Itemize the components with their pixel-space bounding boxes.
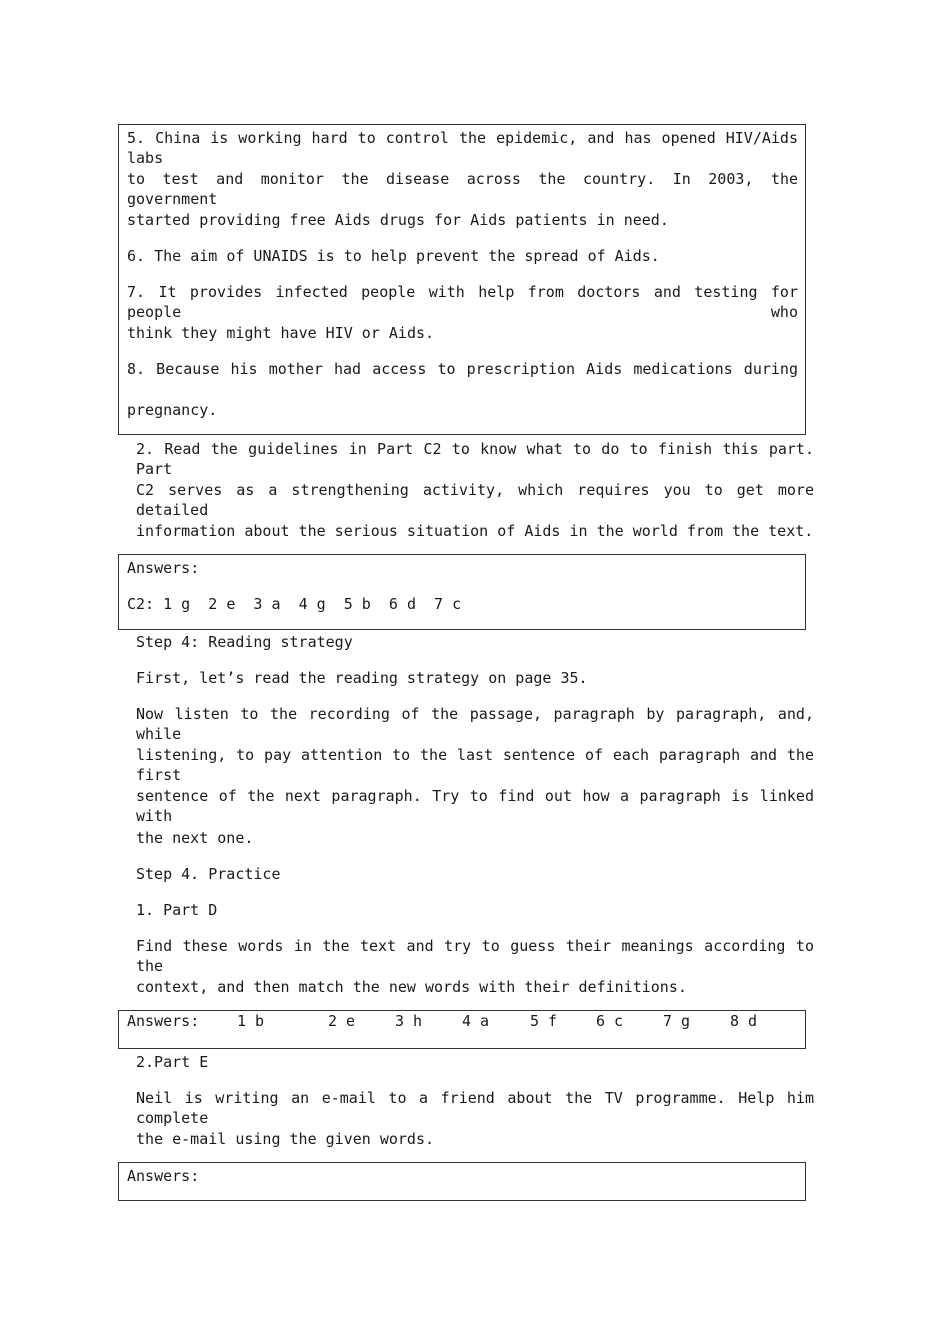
part-e-line-1: Neil is writing an e-mail to a friend about the TV programme. Help him complete xyxy=(136,1089,814,1127)
reading-strategy-line-4: the next one. xyxy=(136,829,254,847)
part-e-line-2: the e-mail using the given words. xyxy=(136,1130,435,1148)
reading-strategy-intro: First, let’s read the reading strategy on page 35. xyxy=(136,669,588,687)
part-d-answer: 5 f xyxy=(530,1012,558,1030)
part-d-answer: 2 e xyxy=(328,1012,356,1030)
answers-label: Answers: xyxy=(127,1012,200,1030)
part-d-answer: 7 g xyxy=(663,1012,691,1030)
answers-label: Answers: xyxy=(127,1167,200,1185)
step4-practice-heading: Step 4. Practice xyxy=(136,865,281,883)
part-d-line-2: context, and then match the new words with their definitions. xyxy=(136,978,687,996)
step4-reading-strategy-heading: Step 4: Reading strategy xyxy=(136,633,353,651)
part-d-answer: 4 a xyxy=(462,1012,490,1030)
c2-answers: C2: 1 g 2 e 3 a 4 g 5 b 6 d 7 c xyxy=(127,595,462,613)
answer-6: 6. The aim of UNAIDS is to help prevent the spread of Aids. xyxy=(127,247,660,265)
answer-box-2 xyxy=(118,554,806,630)
answer-box-4 xyxy=(118,1162,806,1201)
part-e-title: 2.Part E xyxy=(136,1053,209,1071)
part-c2-line-2: C2 serves as a strengthening activity, which requires you to get more detailed xyxy=(136,481,814,519)
part-d-answer: 6 c xyxy=(596,1012,624,1030)
part-d-answer: 3 h xyxy=(395,1012,423,1030)
answers-label: Answers: xyxy=(127,559,200,577)
part-d-answer: 1 b xyxy=(237,1012,265,1030)
part-c2-line-1: 2. Read the guidelines in Part C2 to know what to do to finish this part. Part xyxy=(136,440,814,478)
answer-7-line-1: 7. It provides infected people with help from doctors and testing for people who xyxy=(127,283,798,321)
answer-8-line-1: 8. Because his mother had access to prescription Aids medications during xyxy=(127,360,798,378)
answer-5-line-3: started providing free Aids drugs for Aids patients in need. xyxy=(127,211,669,229)
answer-7-line-2: think they might have HIV or Aids. xyxy=(127,324,435,342)
part-d-answer: 8 d xyxy=(730,1012,758,1030)
reading-strategy-line-1: Now listen to the recording of the passage, paragraph by paragraph, and, while xyxy=(136,705,814,743)
answer-5-line-2: to test and monitor the disease across the country. In 2003, the government xyxy=(127,170,798,208)
part-c2-line-3: information about the serious situation of Aids in the world from the text. xyxy=(136,522,814,540)
part-d-title: 1. Part D xyxy=(136,901,218,919)
answer-8-line-2: pregnancy. xyxy=(127,401,218,419)
part-d-line-1: Find these words in the text and try to guess their meanings according to the xyxy=(136,937,814,975)
answer-5-line-1: 5. China is working hard to control the epidemic, and has opened HIV/Aids labs xyxy=(127,129,798,167)
reading-strategy-line-2: listening, to pay attention to the last sentence of each paragraph and the first xyxy=(136,746,814,784)
reading-strategy-line-3: sentence of the next paragraph. Try to find out how a paragraph is linked with xyxy=(136,787,814,825)
